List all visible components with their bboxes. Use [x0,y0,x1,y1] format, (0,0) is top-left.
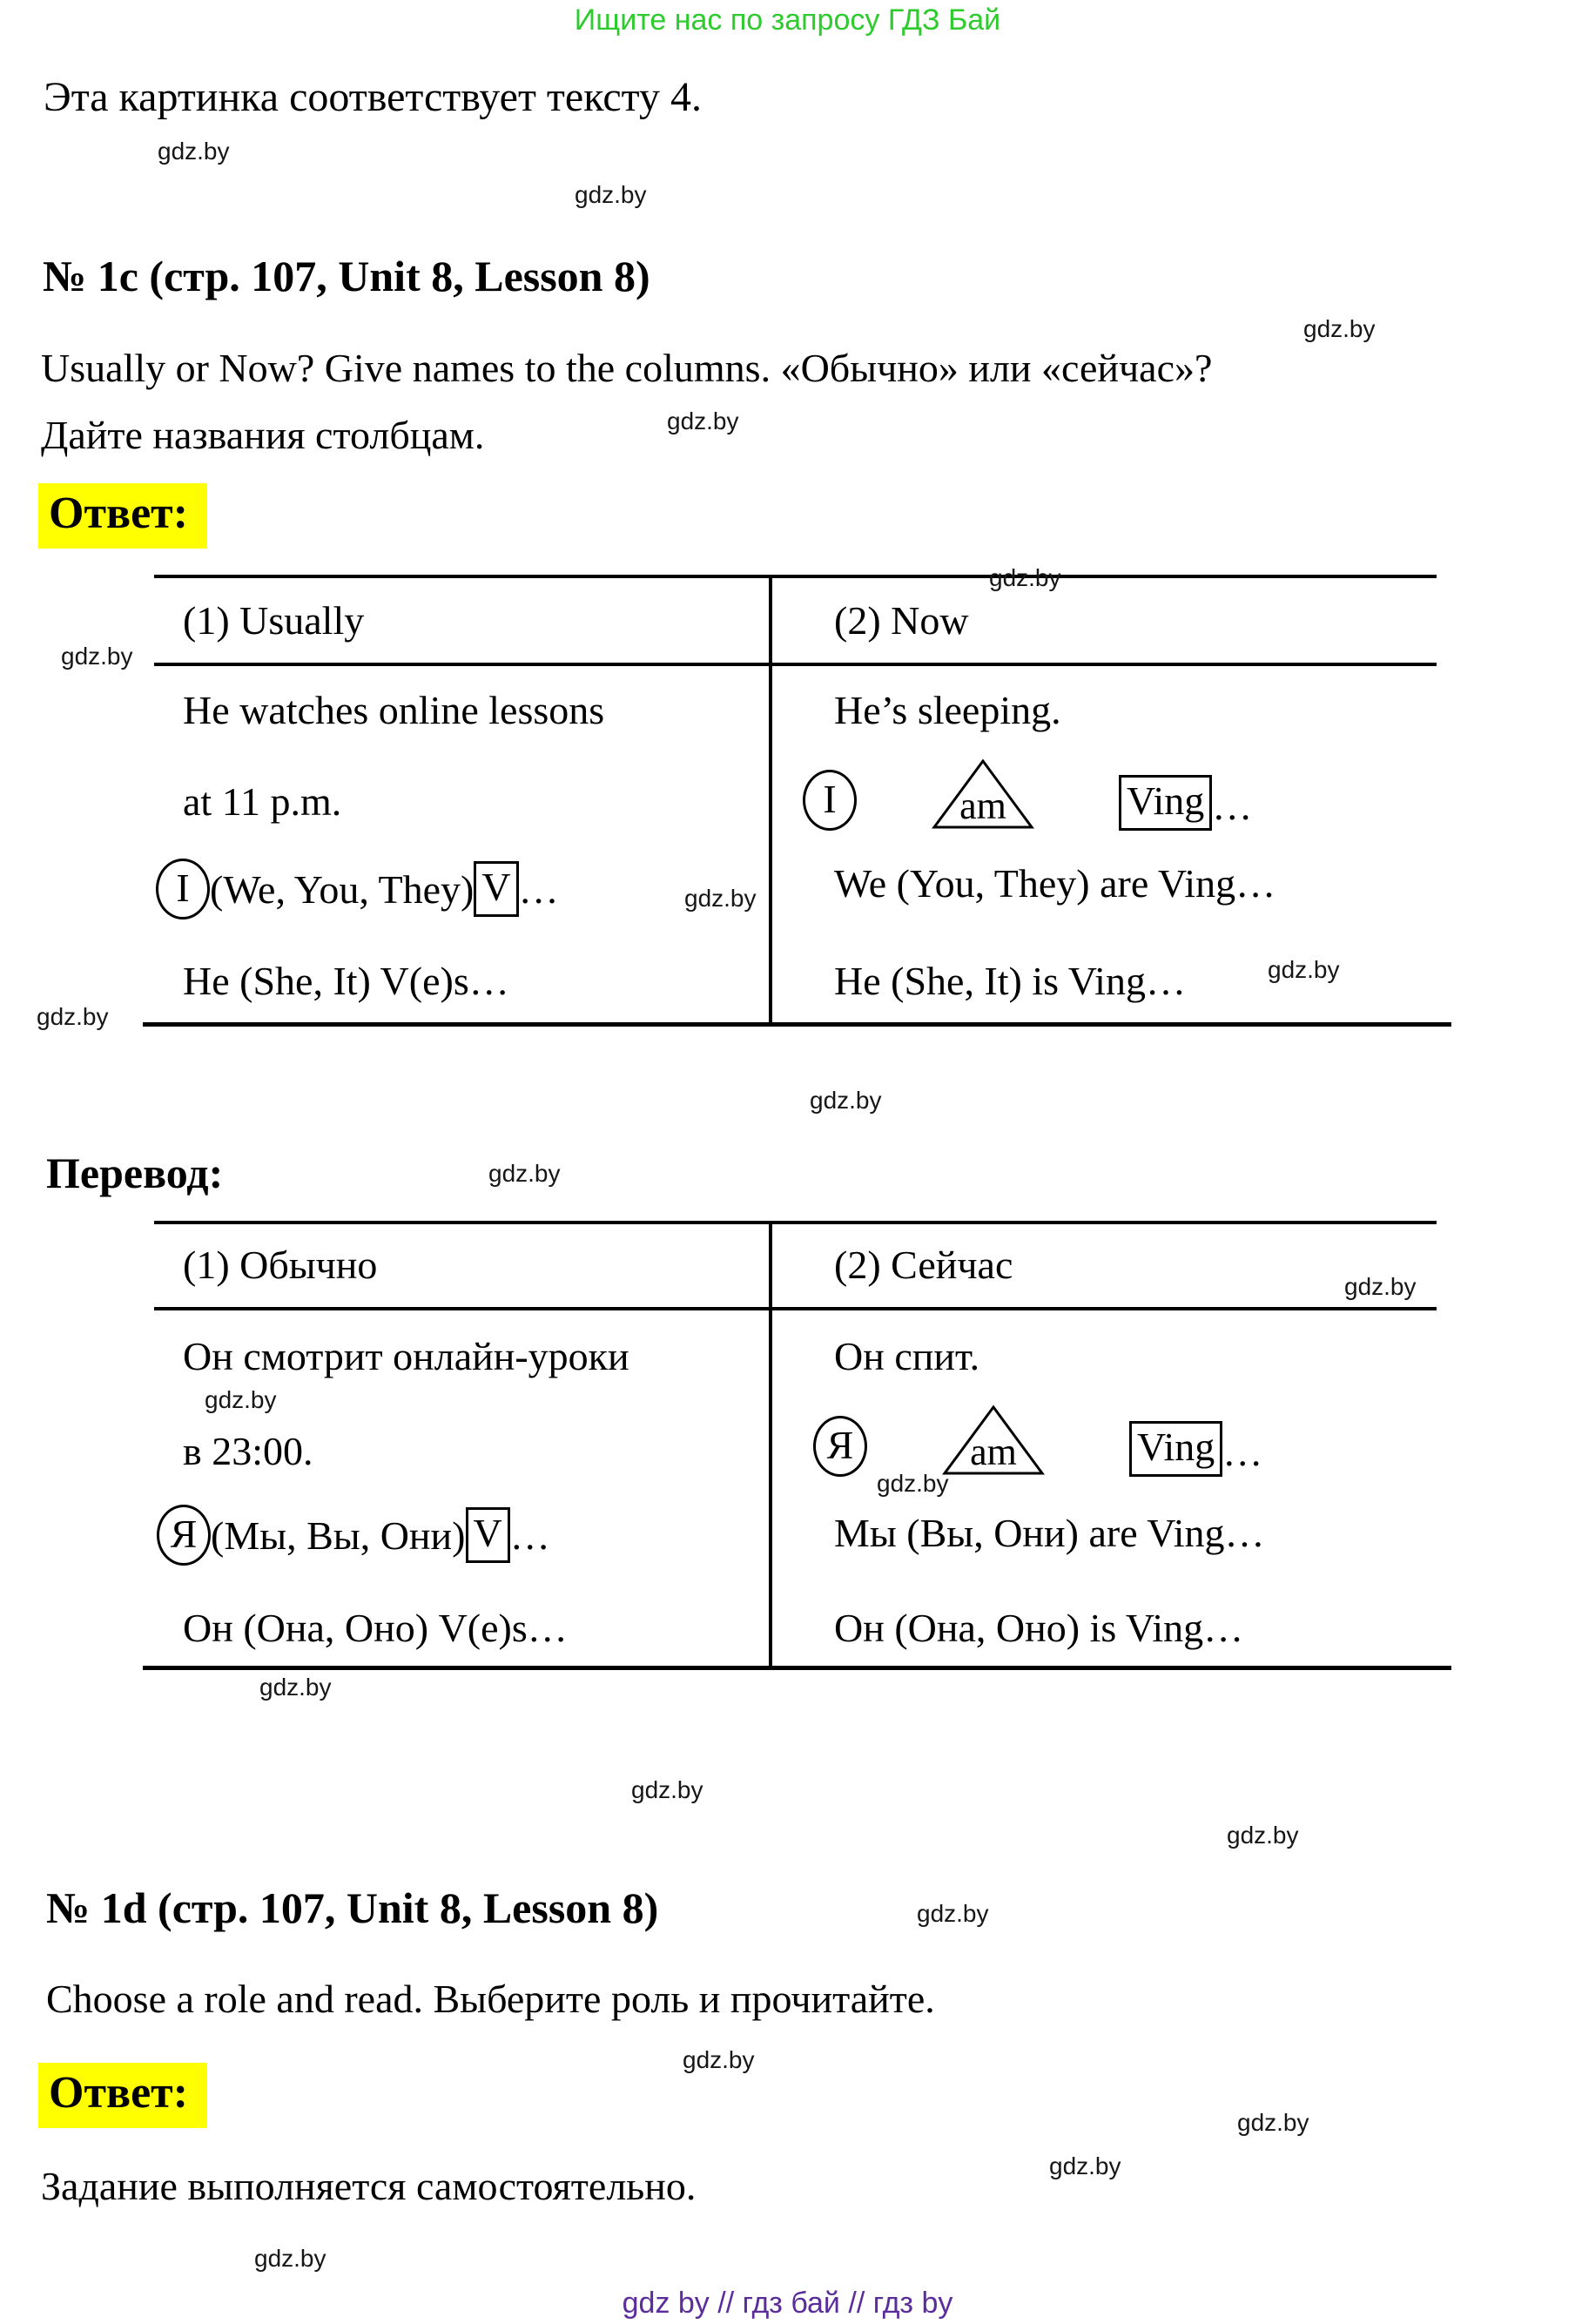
footer-banner: gdz by // гдз бай // гдз by [622,2287,953,2320]
table-en-right-line3: We (You, They) are Ving… [834,861,1276,906]
gdz-watermark: gdz.by [1344,1273,1417,1300]
gdz-watermark: gdz.by [684,885,757,912]
task-1d-answer-text: Задание выполняется самостоятельно. [41,2164,697,2208]
gdz-watermark: gdz.by [1237,2109,1309,2136]
table-en-header-right: (2) Now [834,598,969,643]
task-1c-heading: № 1c (стр. 107, Unit 8, Lesson 8) [43,252,650,300]
circled-subject: I [156,859,210,919]
table-en-left-line4: He (She, It) V(e)s… [183,959,509,1003]
gdz-watermark: gdz.by [810,1087,882,1114]
gdz-watermark: gdz.by [1268,956,1340,983]
task-1c-description-line2: Дайте названия столбцам. [41,413,485,457]
table-ru-header-separator [154,1307,1437,1310]
answer-label-2-highlight [38,2067,207,2119]
ellipsis: … [1222,1430,1263,1474]
gdz-watermark: gdz.by [989,564,1061,591]
table-en-left-formula [156,859,559,919]
gdz-watermark: gdz.by [877,1470,949,1497]
formula-pronouns: (We, You, They) [210,866,475,912]
table-en-right-line4: He (She, It) is Ving… [834,959,1186,1003]
table-en-left-line2: at 11 p.m. [183,779,342,824]
gdz-watermark: gdz.by [631,1776,703,1803]
table-en-bottom-border [143,1022,1451,1027]
answer-label-1-highlight [38,488,207,539]
gdz-watermark: gdz.by [667,408,739,434]
ellipsis: … [518,866,559,912]
gdz-watermark: gdz.by [1227,1822,1299,1849]
table-en-column-divider [769,575,772,1027]
table-ru-right-line1: Он спит. [834,1334,980,1378]
gdz-watermark: gdz.by [254,2245,326,2272]
table-en-left-line1: He watches online lessons [183,688,605,732]
table-en-header-left: (1) Usually [183,598,365,643]
formula-pronouns: (Мы, Вы, Они) [211,1512,466,1558]
triangle-verb [930,758,1036,831]
boxed-verb: V [474,861,518,917]
promo-banner: Ищите нас по запросу ГДЗ Бай [574,3,1001,37]
ellipsis: … [509,1512,550,1558]
answer-label-1: Ответ: [38,483,207,549]
table-ru-right-formula [813,1404,1262,1477]
table-ru-left-line1: Он смотрит онлайн-уроки [183,1334,629,1378]
table-ru-left-formula [157,1505,550,1566]
circled-subject: Я [813,1416,867,1477]
circled-subject: I [803,770,857,831]
table-ru-right-line4: Он (Она, Оно) is Ving… [834,1606,1244,1650]
gdz-watermark: gdz.by [575,181,647,208]
table-en-right-formula [803,758,1252,831]
table-ru-bottom-border [143,1666,1451,1670]
boxed-ving: Ving [1129,1421,1222,1477]
table-ru-column-divider [769,1221,772,1670]
boxed-verb: V [466,1507,510,1563]
triangle-verb-text: am [970,1431,1017,1473]
gdz-watermark: gdz.by [488,1160,561,1187]
task-1c-description-line1: Usually or Now? Give names to the columns. «Обычно» или «сейчас»? [41,346,1213,390]
gdz-watermark: gdz.by [683,2046,755,2073]
gdz-watermark: gdz.by [1303,315,1376,342]
table-ru-top-border [154,1221,1437,1224]
gdz-watermark: gdz.by [205,1386,277,1413]
gdz-watermark: gdz.by [917,1900,989,1927]
circled-subject: Я [157,1505,211,1566]
gdz-watermark: gdz.by [61,643,133,670]
translation-label: Перевод: [46,1149,224,1197]
table-ru-header-left: (1) Обычно [183,1243,378,1287]
gdz-watermark: gdz.by [158,138,230,165]
gdz-watermark: gdz.by [37,1003,109,1030]
gdz-watermark: gdz.by [1049,2152,1121,2179]
table-ru-left-line4: Он (Она, Оно) V(e)s… [183,1606,568,1650]
table-en-header-separator [154,663,1437,666]
table-ru-header-right: (2) Сейчас [834,1243,1013,1287]
gdz-watermark: gdz.by [259,1674,332,1701]
boxed-ving: Ving [1119,775,1212,831]
triangle-verb [940,1404,1047,1477]
triangle-verb-text: am [959,785,1006,827]
table-en-top-border [154,575,1437,578]
task-1d-heading: № 1d (стр. 107, Unit 8, Lesson 8) [46,1883,659,1932]
task-1d-description: Choose a role and read. Выберите роль и прочитайте. [46,1977,935,2021]
table-ru-left-line2: в 23:00. [183,1429,313,1473]
ellipsis: … [1212,784,1253,828]
table-en-right-line1: He’s sleeping. [834,688,1061,732]
answer-label-2: Ответ: [38,2063,207,2128]
intro-caption: Эта картинка соответствует тексту 4. [44,74,702,120]
table-ru-right-line3: Мы (Вы, Они) are Ving… [834,1511,1265,1555]
